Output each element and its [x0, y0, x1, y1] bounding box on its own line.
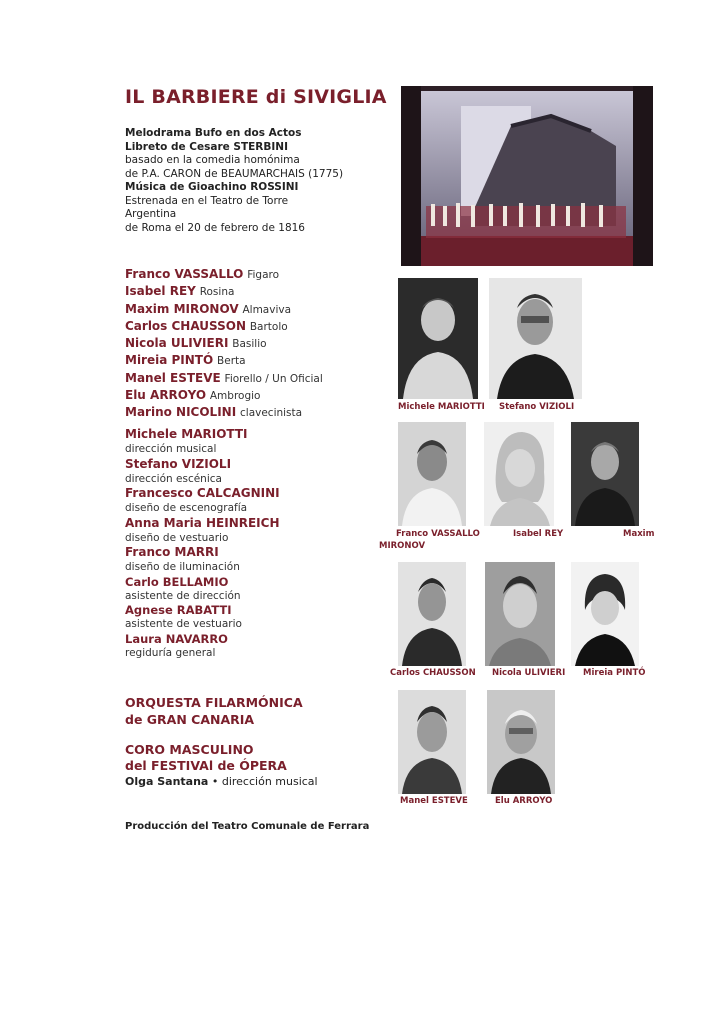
intro-author: de P.A. CARON de BEAUMARCHAIS (1775): [125, 167, 344, 180]
portrait-chausson: [398, 562, 466, 666]
cast-name: Isabel REY: [125, 284, 196, 299]
cast-list: [125, 266, 323, 422]
caption-rey: Isabel REY: [513, 529, 564, 539]
intro-libretto: Libreto de Cesare STERBINI: [125, 140, 288, 153]
caption-vizioli: Stefano VIZIOLI: [499, 402, 575, 412]
crew-name: Anna Maria HEINREICH: [125, 515, 280, 530]
cast-item: [125, 266, 323, 283]
crew-role: dirección escénica: [125, 472, 222, 485]
cast-role: Basilio: [232, 338, 267, 351]
page-title: IL BARBIERE di SIVIGLIA: [125, 86, 387, 108]
cast-name: Maxim MIRONOV: [125, 301, 239, 316]
caption-arroyo: Elu ARROYO: [495, 796, 553, 806]
intro-premiere: Estrenada en el Teatro de Torre: [125, 194, 289, 207]
crew-name: Francesco CALCAGNINI: [125, 486, 280, 500]
caption-chausson: Carlos CHAUSSON: [390, 668, 476, 678]
orchestra-line2: de GRAN CANARIA: [125, 712, 255, 727]
portrait-esteve: [398, 690, 466, 794]
cast-name: Elu ARROYO: [125, 388, 207, 403]
cast-item: [125, 404, 323, 421]
intro-genre: Melodrama Bufo en dos Actos: [125, 127, 302, 139]
cast-role: Ambrogio: [209, 390, 261, 403]
crew-role: regiduría general: [125, 646, 216, 659]
caption-ulivieri: Nicola ULIVIERI: [492, 668, 566, 678]
chorus-director-name: Olga Santana: [125, 775, 209, 788]
caption-mironov-cont: MIRONOV: [379, 541, 426, 551]
crew-role: asistente de vestuario: [125, 618, 242, 630]
portrait-vizioli: [489, 278, 582, 399]
cast-item: [125, 387, 323, 404]
cast-role: Figaro: [247, 269, 280, 281]
crew-role: diseño de vestuario: [125, 531, 229, 544]
caption-vassallo: Franco VASSALLO: [396, 529, 480, 539]
intro-music: Música de Gioachino ROSSINI: [125, 181, 299, 193]
crew-list: [125, 427, 280, 660]
intro-based-on: basado en la comedia homónima: [125, 154, 300, 166]
cast-role: clavecinista: [240, 407, 303, 420]
cast-name: Marino NICOLINI: [125, 405, 237, 420]
crew-name: Michele MARIOTTI: [125, 427, 248, 441]
caption-esteve: Manel ESTEVE: [400, 796, 468, 806]
portrait-mironov: [571, 422, 639, 526]
cast-item: [125, 335, 323, 352]
crew-role: diseño de iluminación: [125, 561, 240, 573]
portrait-ulivieri: [485, 562, 555, 666]
portrait-vassallo: [398, 422, 466, 526]
portrait-mariotti: [398, 278, 478, 399]
chorus: [125, 742, 287, 774]
intro-premiere-theatre: Argentina: [125, 208, 177, 220]
caption-maxim: Maxim: [623, 529, 655, 539]
portrait-pinto: [571, 562, 639, 666]
cast-name: Franco VASSALLO: [125, 267, 244, 281]
crew-name: Stefano VIZIOLI: [125, 456, 232, 471]
chorus-director-role: • dirección musical: [211, 775, 318, 788]
cast-role: Almaviva: [242, 303, 292, 316]
cast-item: [125, 301, 323, 318]
stage-photo: [401, 86, 653, 266]
cast-role: Bartolo: [249, 320, 288, 333]
chorus-line1: CORO MASCULINO: [125, 742, 254, 757]
cast-item: [125, 283, 323, 300]
cast-name: Mireia PINTÓ: [125, 353, 214, 368]
crew-name: Franco MARRI: [125, 545, 219, 559]
chorus-line2: del FESTIVAl de ÓPERA: [125, 758, 287, 773]
crew-name: Laura NAVARRO: [125, 631, 228, 646]
cast-role: Berta: [217, 355, 246, 368]
cast-item: [125, 352, 323, 369]
cast-item: [125, 318, 323, 335]
cast-name: Nicola ULIVIERI: [125, 336, 229, 351]
opera-info: [125, 127, 375, 235]
crew-role: diseño de escenografía: [125, 502, 248, 514]
intro-premiere-date: de Roma el 20 de febrero de 1816: [125, 221, 305, 234]
crew-name: Agnese RABATTI: [125, 603, 232, 617]
cast-role: Fiorello / Un Oficial: [224, 372, 323, 385]
cast-role: Rosina: [199, 286, 235, 299]
caption-pinto: Mireia PINTÓ: [583, 668, 646, 678]
cast-name: Carlos CHAUSSON: [125, 318, 247, 333]
chorus-director: [125, 775, 318, 788]
portrait-arroyo: [487, 690, 555, 794]
orchestra: [125, 694, 303, 728]
caption-mariotti: Michele MARIOTTI: [398, 402, 485, 412]
cast-item: [125, 370, 323, 387]
crew-role: asistente de dirección: [125, 589, 241, 602]
crew-name: Carlo BELLAMIO: [125, 574, 229, 589]
crew-role: dirección musical: [125, 443, 217, 455]
production-credit: Producción del Teatro Comunale de Ferrara: [125, 821, 370, 832]
portrait-rey: [484, 422, 554, 526]
orchestra-line1: ORQUESTA FILARMÓNICA: [125, 695, 303, 710]
cast-name: Manel ESTEVE: [125, 370, 221, 385]
